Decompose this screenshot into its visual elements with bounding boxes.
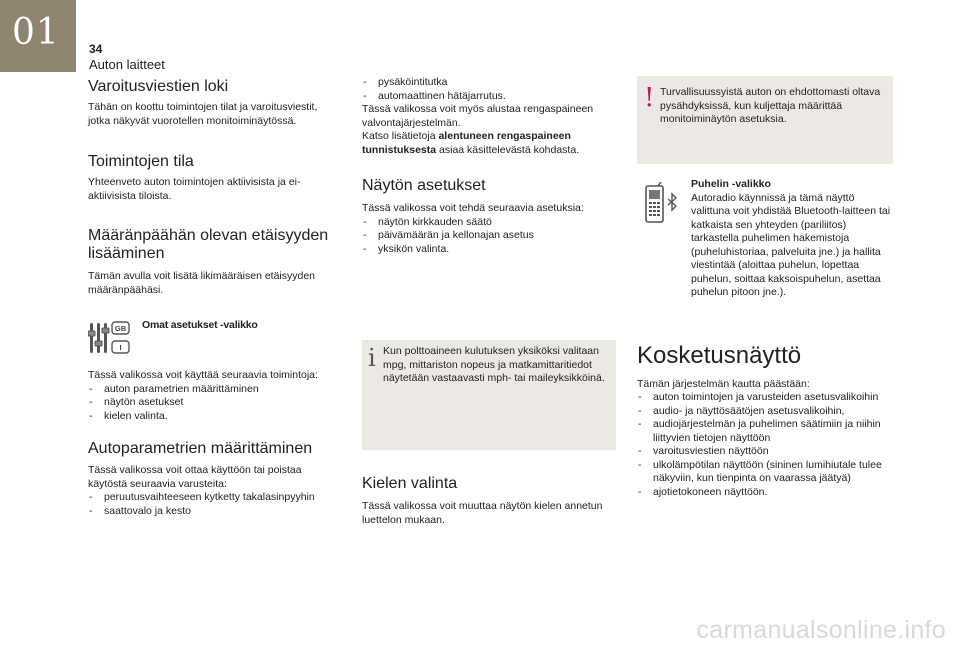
language-badge-gb: GB — [114, 324, 127, 334]
phone-title: Puhelin -valikko — [691, 178, 771, 190]
list-item: - päivämäärän ja kellonajan asetus — [362, 229, 616, 243]
parameters-list — [88, 491, 340, 518]
language-badge-i: I — [119, 343, 122, 353]
destination-distance-heading: Määränpäähän olevan etäisyyden lisääminen — [88, 227, 329, 262]
column-3 — [637, 76, 893, 499]
language-text: Tässä valikossa voit muuttaa näytön kielen annetun luettelon mukaan. — [362, 500, 603, 526]
warning-icon: ! — [644, 83, 655, 113]
display-settings-list — [362, 216, 616, 257]
section-title: Auton laitteet — [89, 57, 165, 72]
info-box-text: Kun polttoaineen kulutuksen yksiköksi valitaan mpg, mittariston nopeus ja matkamittaritiedot näytetään vastaavasti mph- tai maileyksikköinä. — [383, 345, 605, 384]
list-item: - näytön asetukset — [88, 396, 340, 410]
list-item: - ajotietokoneen näyttöön. — [637, 486, 893, 500]
list-item: - yksikön valinta. — [362, 243, 616, 257]
touchscreen-intro: Tämän järjestelmän kautta päästään: — [637, 377, 810, 390]
own-settings-menu — [88, 319, 340, 369]
chapter-number: 01 — [12, 12, 60, 53]
see-bold: alentuneen rengaspaineen tunnistuksesta — [362, 130, 571, 156]
list-item: - auton parametrien määrittäminen — [88, 383, 340, 397]
settings-sliders-icon — [88, 319, 132, 359]
display-settings-intro: Tässä valikossa voit tehdä seuraavia asetuksia: — [362, 202, 584, 214]
own-settings-intro: Tässä valikossa voit käyttää seuraavia toimintoja: — [88, 369, 318, 381]
phone-menu — [637, 178, 893, 300]
phone-text: Autoradio käynnissä ja tämä näyttö valittuna voit yhdistää Bluetooth-laitteen tai katkaista sen yhteyden (pariliitos) tarkastella puhelimen hakemistoja (puheluhistoriaa, palveluita jne.) ja hallita viestintää (aloittaa puhelun, lopettaa puhelun, soittaa kaksoispuhelun, asettaa puhelun pitoon jne.). — [691, 191, 891, 298]
destination-distance-text: Tämän avulla voit lisätä likimääräisen etäisyyden määränpäähäsi. — [88, 270, 316, 296]
warning-box — [637, 76, 893, 164]
list-item: - auton toimintojen ja varusteiden asetusvalikoihin — [637, 391, 893, 405]
list-item: - pysäköintitutka — [362, 76, 616, 90]
see-prefix: Katso lisätietoja — [362, 130, 439, 142]
column-1 — [88, 76, 340, 518]
function-status-text: Yhteenveto auton toimintojen aktiivisista ja ei-aktiivisista tiloista. — [88, 176, 301, 202]
continued-list — [362, 76, 616, 103]
see-suffix: asiaa käsittelevästä kohdasta. — [436, 143, 580, 156]
own-settings-title: Omat asetukset -valikko — [142, 319, 258, 331]
column-2 — [362, 76, 616, 527]
function-status-heading: Toimintojen tila — [88, 153, 194, 170]
list-item: - saattovalo ja kesto — [88, 505, 340, 519]
tyre-text: Tässä valikossa voit myös alustaa rengaspaineen valvontajärjestelmän. — [362, 103, 594, 129]
own-settings-list — [88, 383, 340, 424]
phone-text-block — [691, 178, 893, 300]
list-item: - peruutusvaihteeseen kytketty takalasinpyyhin — [88, 491, 340, 505]
display-settings-heading: Näytön asetukset — [362, 177, 486, 194]
chapter-tab — [0, 0, 76, 72]
touchscreen-heading: Kosketusnäyttö — [637, 341, 802, 369]
list-item: - varoitusviestien näyttöön — [637, 445, 893, 459]
list-item: - audio- ja näyttösäätöjen asetusvalikoihin, — [637, 405, 893, 419]
page-number: 34 — [89, 42, 103, 56]
parameters-intro: Tässä valikossa voit ottaa käyttöön tai poistaa käytöstä seuraavia varusteita: — [88, 464, 302, 490]
warnings-log-text: Tähän on koottu toimintojen tilat ja varoitusviestit, jotka näkyvät vuorotellen monitoiminäytössä. — [88, 101, 318, 127]
info-box — [362, 340, 616, 450]
warning-box-text: Turvallisuussyistä auton on ehdottomasti oltava pysähdyksissä, kun kuljettaja määrittää monitoiminäytön asetuksia. — [660, 86, 881, 125]
see-more-text — [362, 130, 616, 157]
list-item: - ulkolämpötilan näyttöön (sininen lumihiutale tulee näkyviin, kun tienpinta on vaarassa jäätyä) — [637, 459, 893, 486]
warnings-log-heading: Varoitusviestien loki — [88, 78, 229, 95]
phone-bluetooth-icon — [639, 182, 681, 226]
touchscreen-list — [637, 391, 893, 499]
list-item: - näytön kirkkauden säätö — [362, 216, 616, 230]
parameters-heading: Autoparametrien määrittäminen — [88, 440, 313, 457]
list-item: - audiojärjestelmän ja puhelimen säätimiin ja niihin liittyvien tietojen näyttöön — [637, 418, 893, 445]
list-item: - automaattinen hätäjarrutus. — [362, 90, 616, 104]
language-heading: Kielen valinta — [362, 475, 458, 492]
info-icon: i — [368, 344, 376, 372]
watermark: carmanualsonline.info — [696, 616, 946, 644]
list-item: - kielen valinta. — [88, 410, 340, 424]
